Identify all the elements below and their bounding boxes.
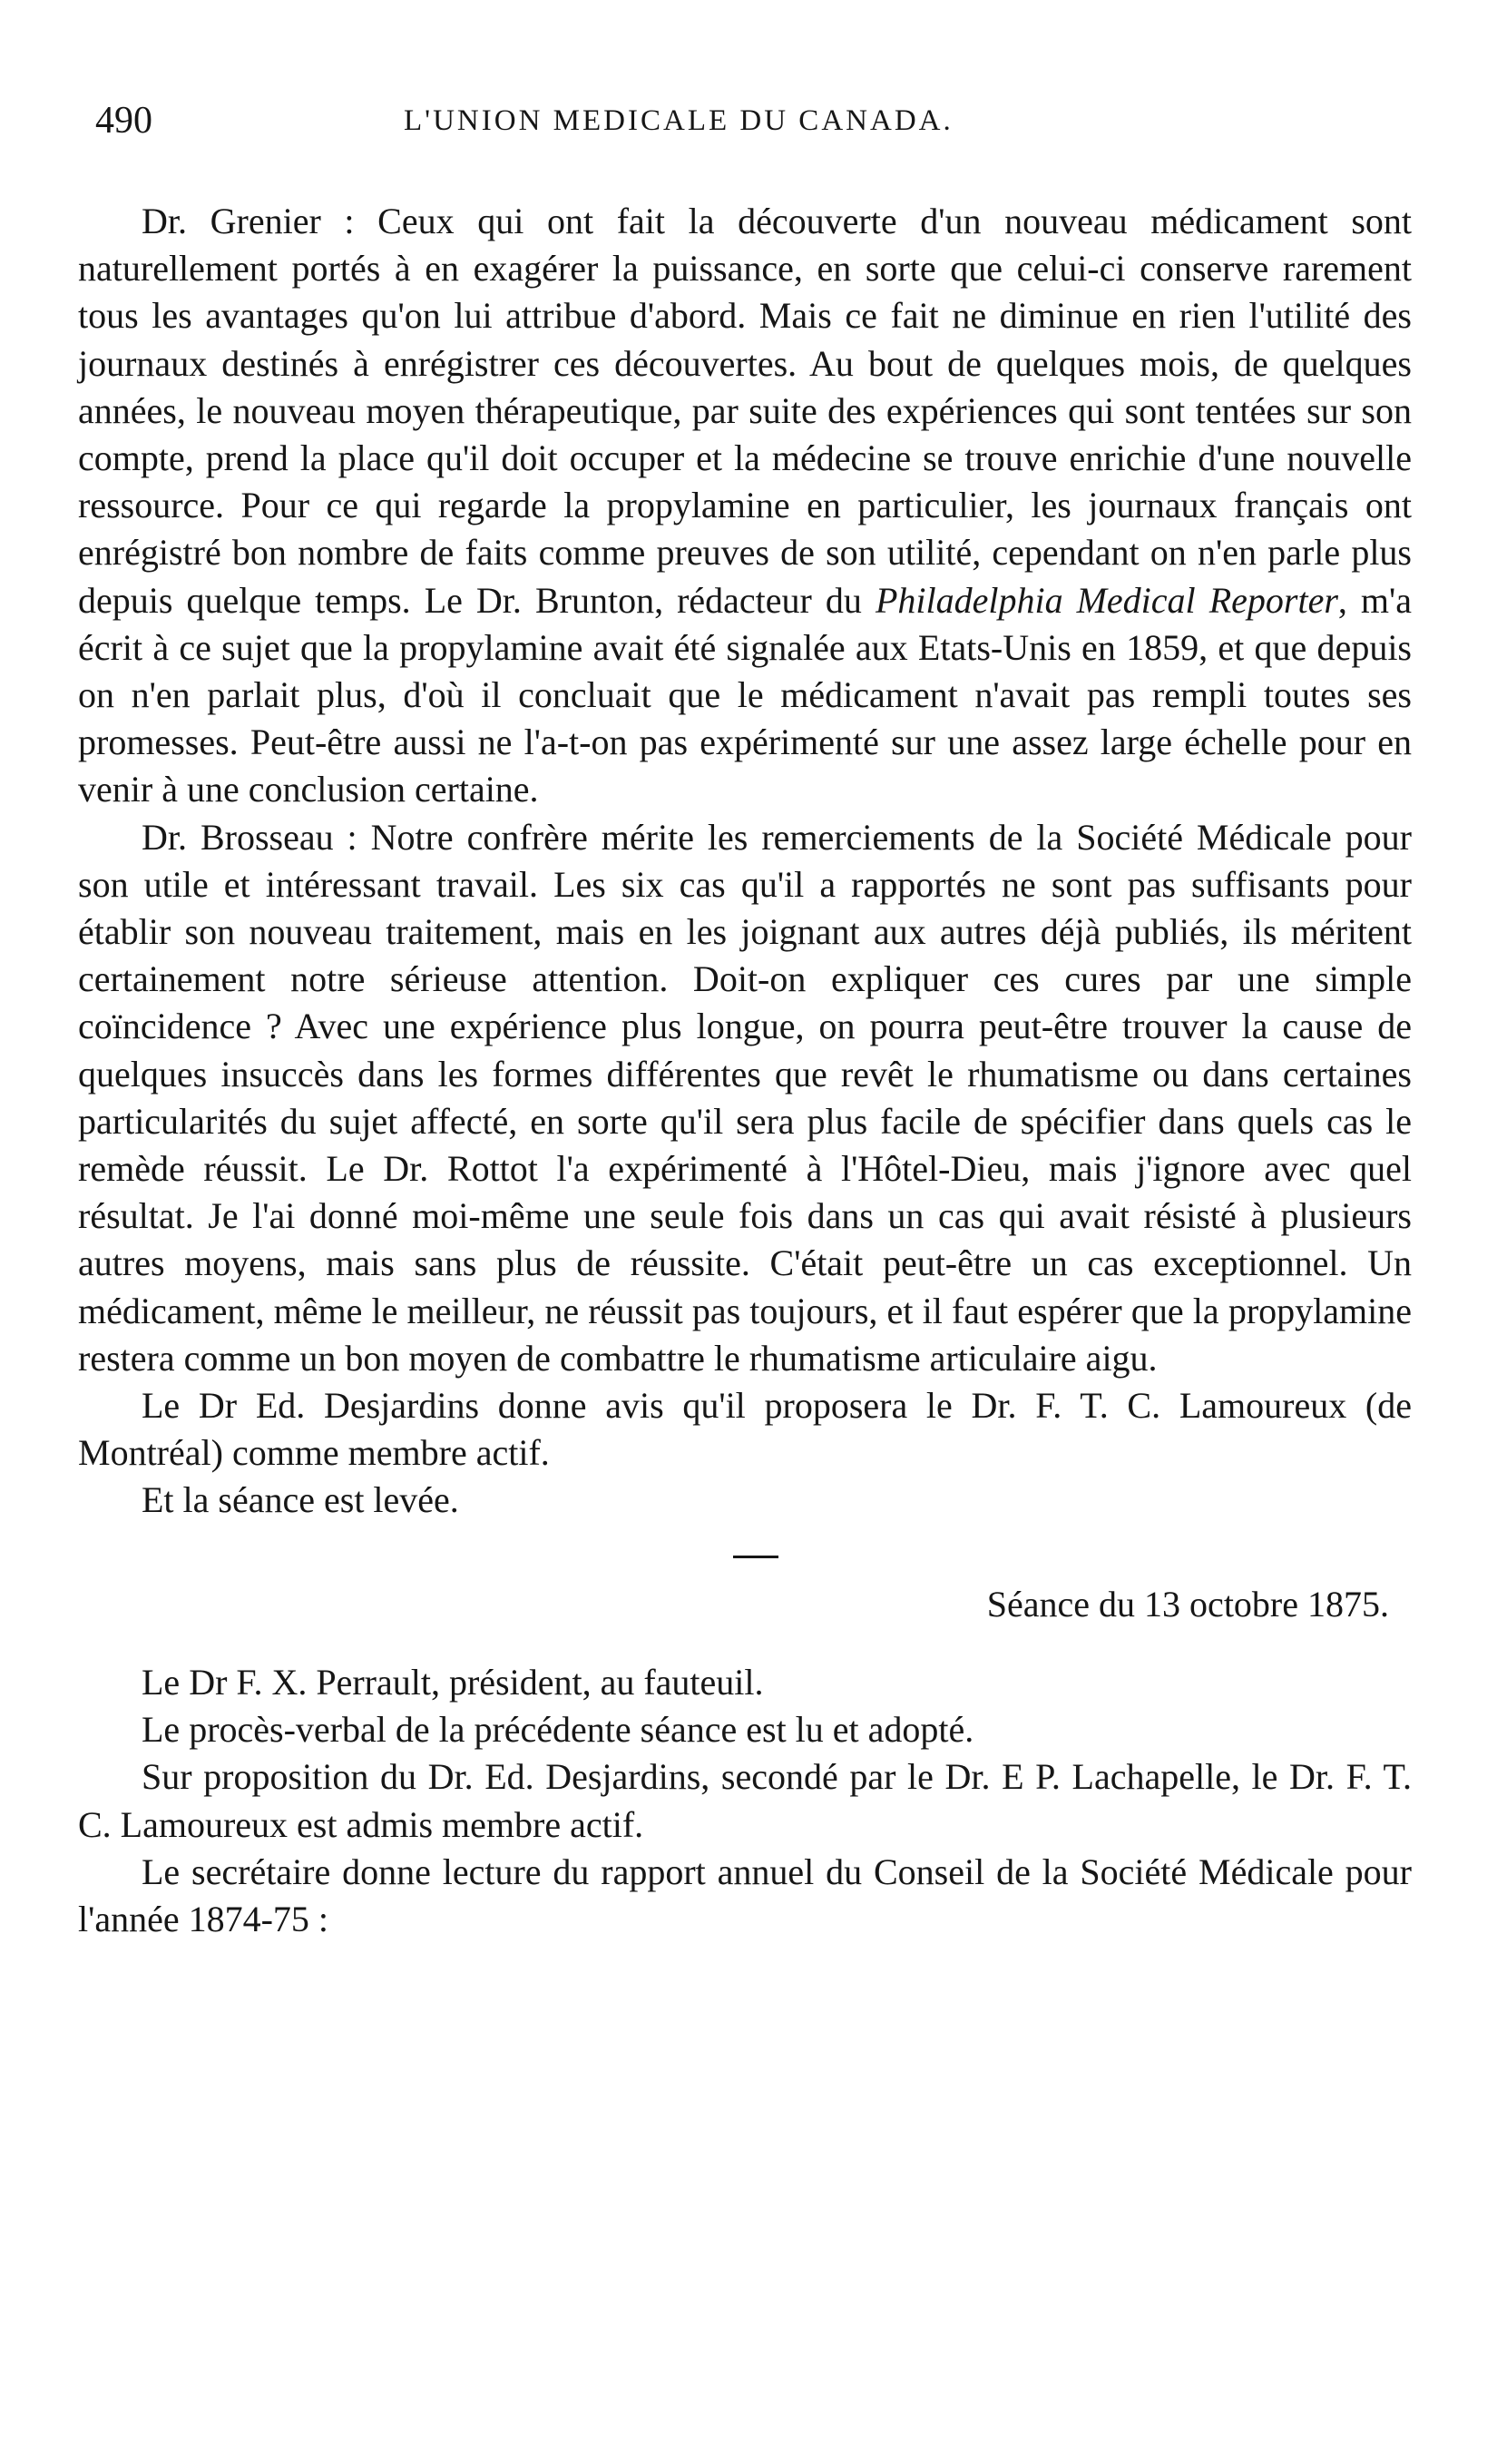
running-title: L'UNION MEDICALE DU CANADA. xyxy=(404,104,954,137)
paragraph-minutes: Le procès-verbal de la précédente séance est lu et adopté. xyxy=(142,1709,974,1751)
page-header xyxy=(95,98,1411,143)
paragraph-text-end: , m'a écrit à ce sujet que la propylamine avait été signalée aux Etats-Unis en 1859, et que depuis on n'en parlait plus, d'où il concluait que le médicament n'avait pas rempli toutes ses promesses. Peut-être aussi ne l'a-t-on pas expérimenté sur une assez large échelle pour en venir à une conclusion certaine. xyxy=(78,579,1412,810)
divider-rule xyxy=(733,1556,778,1558)
paragraph-annual-report: Le secrétaire donne lecture du rapport annuel du Conseil de la Société Médicale pour l'année 1874-75 : xyxy=(78,1850,1412,1939)
paragraph-president: Le Dr F. X. Perrault, président, au fauteuil. xyxy=(142,1661,764,1703)
page-number: 490 xyxy=(95,100,152,142)
session-date-heading: Séance du 13 octobre 1875. xyxy=(986,1583,1389,1625)
journal-title: Philadelphia Medical Reporter xyxy=(875,579,1338,621)
paragraph-grenier xyxy=(78,198,1412,814)
paragraph-text: Dr. Grenier : Ceux qui ont fait la découverte d'un nouveau médicament sont naturellement portés à en exagérer la puissance, en sorte que celui-ci conserve rarement tous les avantages qu'on lui attribue d'abord. Mais ce fait ne diminue en rien l'utilité des journaux destinés à enrégistrer ces découvertes. Au bout de quelques mois, de quelques années, le nouveau moyen thérapeutique, par suite des expériences qui sont tentées sur son compte, prend la place qu'il doit occuper et la médecine se trouve enrichie d'une nouvelle ressource. Pour ce qui regarde la propylamine en particulier, les journaux français ont enrégistré bon nombre de faits comme preuves de son utilité, cependant on n'en parle plus depuis quelque temps. Le Dr. Brunton, rédacteur du xyxy=(78,201,1412,621)
paragraph-admission: Sur proposition du Dr. Ed. Desjardins, secondé par le Dr. E P. Lachapelle, le Dr. F. T. C. Lamoureux est admis membre actif. xyxy=(78,1756,1412,1845)
paragraph-adjournment: Et la séance est levée. xyxy=(142,1479,459,1521)
body-text xyxy=(78,198,1412,1943)
paragraph-desjardins-notice: Le Dr Ed. Desjardins donne avis qu'il proposera le Dr. F. T. C. Lamoureux (de Montréal) comme membre actif. xyxy=(78,1385,1412,1474)
paragraph-brosseau: Dr. Brosseau : Notre confrère mérite les remerciements de la Société Médicale pour son utile et intéressant travail. Les six cas qu'il a rapportés ne sont pas suffisants pour établir son nouveau traitement, mais en les joignant aux autres déjà publiés, ils méritent certainement notre sérieuse attention. Doit-on expliquer ces cures par une simple coïncidence ? Avec une expérience plus longue, on pourra peut-être trouver la cause de quelques insuccès dans les formes différentes que revêt le rhumatisme ou dans certaines particularités du sujet affecté, en sorte qu'il sera plus facile de spécifier dans quels cas le remède réussit. Le Dr. Rottot l'a expérimenté à l'Hôtel-Dieu, mais j'ignore avec quel résultat. Je l'ai donné moi-même une seule fois dans un cas qui avait résisté à plusieurs autres moyens, mais sans plus de réussite. C'était peut-être un cas exceptionnel. Un médicament, même le meilleur, ne réussit pas toujours, et il faut espérer que la propylamine restera comme un bon moyen de combattre le rhumatisme articulaire aigu. xyxy=(78,816,1412,1379)
